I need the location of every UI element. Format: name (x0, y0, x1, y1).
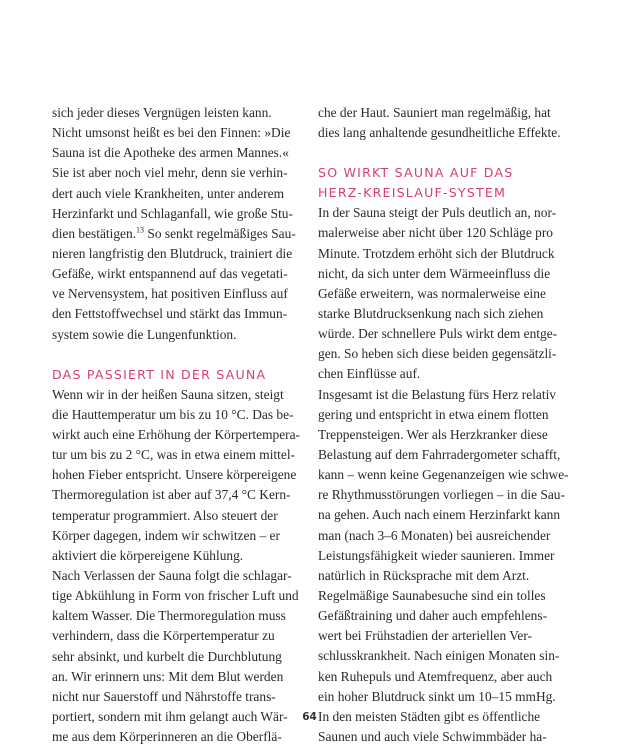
text-line: Nach Verlassen der Sauna folgt die schlagar- (52, 567, 292, 583)
section-heading-herz (318, 163, 588, 203)
text-line: system sowie die Lungenfunktion. (52, 326, 237, 342)
text-line: Sie ist aber noch viel mehr, denn sie verhin- (52, 165, 288, 181)
text-line: Minute. Trotzdem erhöht sich der Blutdruck (318, 245, 555, 261)
text-line: gering und entspricht in etwa einem flotten (318, 406, 549, 422)
text-line: Leistungsfähigkeit wieder saunieren. Immer (318, 547, 555, 563)
text-line: ein hoher Blutdruck sinkt um 10–15 mmHg. (318, 688, 556, 704)
text-line: schlusskrankheit. Nach einigen Monaten sin- (318, 648, 560, 664)
paragraph-gap (52, 345, 292, 365)
page-number: 64 (302, 711, 317, 723)
text-line: Insgesamt ist die Belastung fürs Herz relativ (318, 386, 556, 402)
text-line: nicht nur Sauerstoff und Nährstoffe trans- (52, 688, 276, 704)
right-paragraph-1 (318, 103, 588, 143)
text-line: In der Sauna steigt der Puls deutlich an, nor- (318, 205, 557, 221)
text-line: na gehen. Auch nach einem Herzinfarkt kann (318, 507, 561, 523)
text-line: portiert, sondern mit ihm gelangt auch Wär- (52, 708, 288, 724)
text-line: gen. So heben sich diese beiden gegensätzli- (318, 346, 557, 362)
section-heading-sauna: DAS PASSIERT IN DER SAUNA (52, 366, 267, 382)
text-line: Gefäßtraining und daher auch empfehlens- (318, 608, 548, 624)
text-line: die Hauttemperatur um bis zu 10 °C. Das be- (52, 406, 294, 422)
footnote-marker: 13 (136, 225, 145, 235)
text-line: Körper dagegen, indem wir schwitzen – er (52, 527, 280, 543)
text-line: nieren langfristig den Blutdruck, trainiert die (52, 245, 293, 261)
text-line: nicht, da sich unter dem Wärmeeinfluss die (318, 265, 551, 281)
text-line: Herzinfarkt und Schlaganfall, wie große Stu- (52, 205, 293, 221)
text-line: temperatur programmiert. Also steuert der (52, 507, 278, 523)
text-line: Regelmäßige Saunabesuche sind ein tolles (318, 587, 546, 603)
text-line: Nicht umsonst heißt es bei den Finnen: »Die (52, 125, 291, 141)
right-column (318, 103, 588, 747)
text-line: chen Einflüsse auf. (318, 366, 421, 382)
left-column (52, 103, 300, 747)
text-line: sehr absinkt, und kurbelt die Durchblutung (52, 648, 282, 664)
text-line: Gefäße erweitern, was normalerweise eine (318, 285, 546, 301)
left-paragraph-2 (52, 385, 300, 748)
text-line: dert auch viele Krankheiten, unter anderem (52, 185, 284, 201)
text-line: kaltem Wasser. Die Thermoregulation muss (52, 608, 286, 624)
text-line: dies lang anhaltende gesundheitliche Effekte. (318, 125, 561, 141)
text-line: verhindern, dass die Körpertemperatur zu (52, 628, 275, 644)
text-line: sich jeder dieses Vergnügen leisten kann. (52, 105, 272, 120)
text-line: aktiviert die körpereigene Kühlung. (52, 547, 244, 563)
text-fragment: So senkt regelmäßiges Sau- (144, 225, 296, 241)
text-line: me aus dem Körperinneren an die Oberflä- (52, 729, 282, 745)
text-line: che der Haut. Sauniert man regelmäßig, hat (318, 105, 551, 120)
text-line: Treppensteigen. Wer als Herzkranker diese (318, 426, 548, 442)
text-line: Gefäße, wirkt entspannend auf das vegetati- (52, 266, 288, 282)
text-line: Belastung auf dem Fahrradergometer schafft, (318, 446, 561, 462)
text-line: hohen Fieber entspricht. Unsere körpereigene (52, 467, 297, 483)
text-line: starke Blutdrucksenkung nach sich ziehen (318, 305, 544, 321)
text-line: tige Abkühlung in Form von frischer Luft und (52, 588, 299, 604)
paragraph-gap (318, 143, 588, 163)
text-line: würde. Der schnellere Puls wirkt dem entge- (318, 326, 558, 342)
left-paragraph-1 (52, 103, 296, 345)
text-line: an. Wir erinnern uns: Mit dem Blut werden (52, 668, 284, 684)
section-heading-line: HERZ-KREISLAUF-SYSTEM (318, 185, 507, 201)
text-line: wirkt auch eine Erhöhung der Körpertempera- (52, 426, 300, 442)
text-line: Wenn wir in der heißen Sauna sitzen, steigt (52, 386, 284, 402)
text-line-with-footnote (52, 224, 296, 244)
text-line: Saunen und auch viele Schwimmbäder ha- (318, 728, 547, 744)
text-line: tur um bis zu 2 °C, was in etwa einem mittel- (52, 447, 295, 463)
text-line: natürlich in Rücksprache mit dem Arzt. (318, 567, 530, 583)
text-line: Sauna ist die Apotheke des armen Mannes.« (52, 145, 289, 161)
section-heading-line: SO WIRKT SAUNA AUF DAS (318, 165, 514, 181)
right-paragraph-2 (318, 203, 588, 747)
text-fragment: dien bestätigen. (52, 225, 137, 241)
text-line: ken Ruhepuls und Atemfrequenz, aber auch (318, 668, 553, 684)
text-line: kann – wenn keine Gegenanzeigen wie schwe- (318, 467, 569, 483)
text-line: Thermoregulation ist aber auf 37,4 °C Kern- (52, 487, 291, 503)
text-line: malerweise aber nicht über 120 Schläge pro (318, 225, 553, 241)
text-line: wert bei Frühstadien der arteriellen Ver- (318, 628, 533, 644)
text-line: man (nach 3–6 Monaten) bei ausreichender (318, 527, 551, 543)
text-line: den Fettstoffwechsel und stärkt das Immun- (52, 306, 288, 322)
text-line: In den meisten Städten gibt es öffentliche (318, 708, 541, 724)
text-line: ve Nervensystem, hat positiven Einfluss auf (52, 286, 288, 302)
text-line: re Rhythmusstörungen vorliegen – in die Sau- (318, 487, 565, 503)
